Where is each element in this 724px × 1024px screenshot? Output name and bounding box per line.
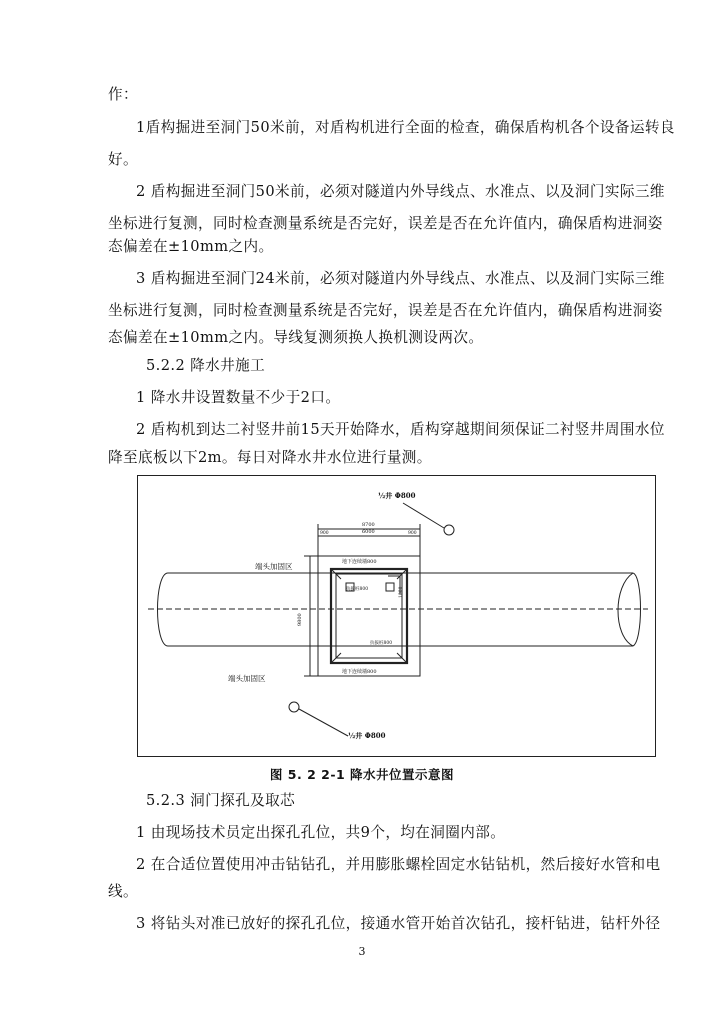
- text-line-3: 好。: [108, 151, 138, 168]
- text-after-line-1: 1 由现场技术员定出探孔孔位，共9个，均在洞圈内部。: [136, 824, 506, 841]
- label-dim-left: 9800: [297, 613, 303, 626]
- section-heading-522: 5.2.2 降水井施工: [146, 357, 266, 374]
- text-line-12: 2 盾构机到达二衬竖井前15天开始降水，盾构穿越期间须保证二衬竖井周围水位: [136, 421, 665, 438]
- text-line-4: 2 盾构掘进至洞门50米前，必须对隧道内外导线点、水准点、以及洞门实际三维: [136, 183, 665, 200]
- label-wall-bottom: 地下连续墙800: [342, 669, 377, 675]
- label-zone-lower: 端头加固区: [228, 674, 266, 683]
- label-dim-top-sub: 6000: [362, 529, 375, 535]
- text-line-13: 降至底板以下2m。每日对降水井水位进行量测。: [108, 449, 432, 466]
- figure-caption: 图 5. 2 2-1 降水井位置示意图: [269, 767, 455, 782]
- label-well-bottom: ½井 Φ800: [348, 731, 386, 740]
- label-dim-corner: 1000: [399, 586, 404, 598]
- text-line-2: 1盾构掘进至洞门50米前，对盾构机进行全面的检查，确保盾构机各个设备运转良: [136, 119, 675, 136]
- label-pile-right: 抗拔桩800: [370, 641, 393, 646]
- label-zone-upper: 端头加固区: [255, 562, 293, 571]
- page-number: 3: [358, 945, 366, 958]
- label-wall-top: 地下连续墙800: [342, 559, 377, 565]
- text-after-line-2: 2 在合适位置使用冲击钻钻孔，并用膨胀螺栓固定水钻钻机，然后接好水管和电: [136, 856, 661, 873]
- label-pile-left: 抗拔桩800: [346, 587, 369, 592]
- section-heading-523: 5.2.3 洞门探孔及取芯: [146, 792, 296, 809]
- text-after-line-4: 3 将钻头对准已放好的探孔孔位，接通水管开始首次钻孔，接杆钻进，钻杆外径: [136, 915, 661, 932]
- figure-dewatering-well-layout: [137, 475, 656, 757]
- text-line-11: 1 降水井设置数量不少于2口。: [136, 389, 341, 406]
- well-top-icon: [444, 525, 454, 535]
- label-well-top: ½井 Φ800: [378, 491, 416, 500]
- text-line-9: 态偏差在±10mm之内。导线复测须换人换机测设两次。: [108, 329, 484, 346]
- text-line-1: 作：: [108, 86, 138, 103]
- well-bottom-icon: [289, 702, 299, 712]
- shaft-inner: [331, 569, 407, 663]
- text-line-6: 态偏差在±10mm之内。: [108, 238, 274, 255]
- figure-drawing: [138, 476, 657, 758]
- text-after-line-3: 线。: [108, 883, 138, 900]
- label-dim-small-left: 900: [320, 531, 329, 536]
- label-dim-small-right: 900: [408, 531, 417, 536]
- label-dim-top: 8700: [362, 522, 375, 528]
- text-line-7: 3 盾构掘进至洞门24米前，必须对隧道内外导线点、水准点、以及洞门实际三维: [136, 270, 665, 287]
- text-line-8: 坐标进行复测，同时检查测量系统是否完好，误差是否在允许值内，确保盾构进洞姿: [108, 302, 663, 319]
- text-line-5: 坐标进行复测，同时检查测量系统是否完好，误差是否在允许值内，确保盾构进洞姿: [108, 215, 663, 232]
